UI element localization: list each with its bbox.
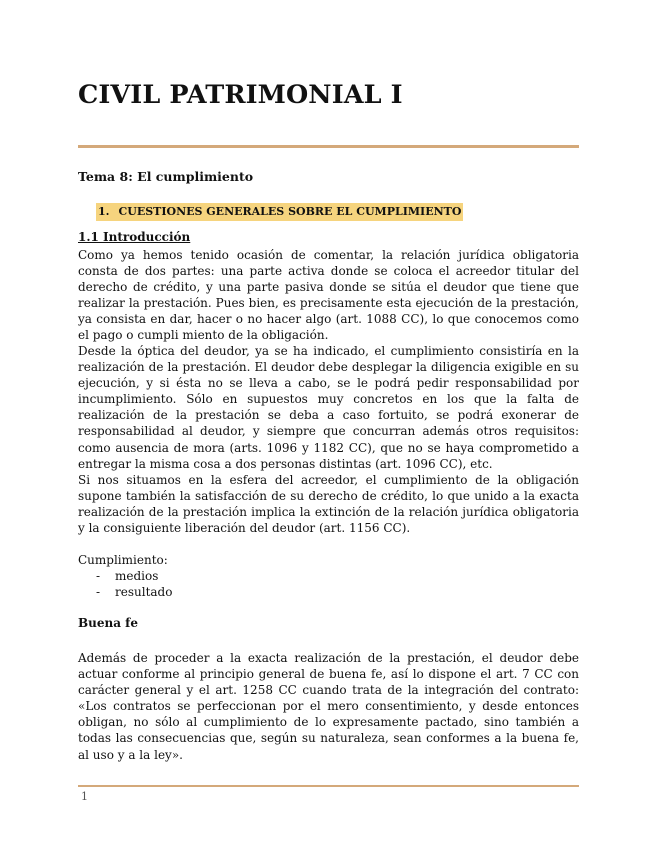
topic-heading: Tema 8: El cumplimiento — [78, 169, 254, 184]
paragraph-acreedor: Si nos situamos en la esfera del acreedor, el cumplimiento de la obligación supone también la satisfacción de su derecho de crédito, lo que unido a la exacta realización de la prestación implica la extinción de la relación jurídica obligatoria y la consiguiente liberación del deudor (art. 1156 CC). — [78, 473, 579, 536]
paragraph-buena-fe: Además de proceder a la exacta realización de la prestación, el deudor debe actuar conforme al principio general de buena fe, así lo dispone el art. 7 CC con carácter general y el art. 1258 CC cuando trata de la integración del contrato: «Los contratos se perfeccionan por el mero consentimiento, y desde entonces obligan, no sólo al cumplimiento de lo expresamente pactado, sino también a todas las consecuencias que, según su naturaleza, sean conformes a la buena fe, al uso y a la ley». — [78, 651, 579, 762]
section-title: CUESTIONES GENERALES SOBRE EL CUMPLIMIENTO — [118, 205, 462, 218]
buena-fe-heading: Buena fe — [78, 616, 138, 630]
list-item-text: resultado — [115, 585, 173, 599]
cumplimiento-list — [96, 568, 172, 600]
section-heading-highlighted — [96, 203, 463, 221]
list-item-text: medios — [115, 569, 159, 583]
cumplimiento-label: Cumplimiento: — [78, 553, 168, 567]
footer-divider — [78, 785, 579, 787]
list-item — [96, 568, 172, 584]
header-divider — [78, 145, 579, 148]
section-number: 1. — [98, 205, 110, 218]
paragraph-deudor: Desde la óptica del deudor, ya se ha indicado, el cumplimiento consistiría en la realización de la prestación. El deudor debe desplegar la diligencia exigible en su ejecución, y si ésta no se lleva a cabo, se le podrá pedir responsabilidad por incumplimiento. Sólo en supuestos muy concretos en los que la falta de realización de la prestación se deba a caso fortuito, se podrá exonerar de responsabilidad al deudor, y siempre que concurran además otros requisitos: como ausencia de mora (arts. 1096 y 1182 CC), que no se haya comprometido a entregar la misma cosa a dos personas distintas (art. 1096 CC), etc. — [78, 344, 579, 471]
list-item — [96, 584, 172, 600]
dash-bullet: - — [96, 585, 101, 599]
document-title: CIVIL PATRIMONIAL I — [78, 80, 403, 110]
dash-bullet: - — [96, 569, 101, 583]
subsection-title: 1.1 Introducción — [78, 230, 191, 244]
page-number: 1 — [81, 790, 88, 803]
paragraph-introduction: Como ya hemos tenido ocasión de comentar, la relación jurídica obligatoria consta de dos partes: una parte activa donde se coloca el acreedor titular del derecho de crédito, y una parte pasiva donde se sitúa el deudor que tiene que realizar la prestación. Pues bien, es precisamente esta ejecución de la prestación, ya consista en dar, hacer o no hacer algo (art. 1088 CC), lo que conocemos como el pago o cumpli miento de la obligación. — [78, 248, 579, 343]
